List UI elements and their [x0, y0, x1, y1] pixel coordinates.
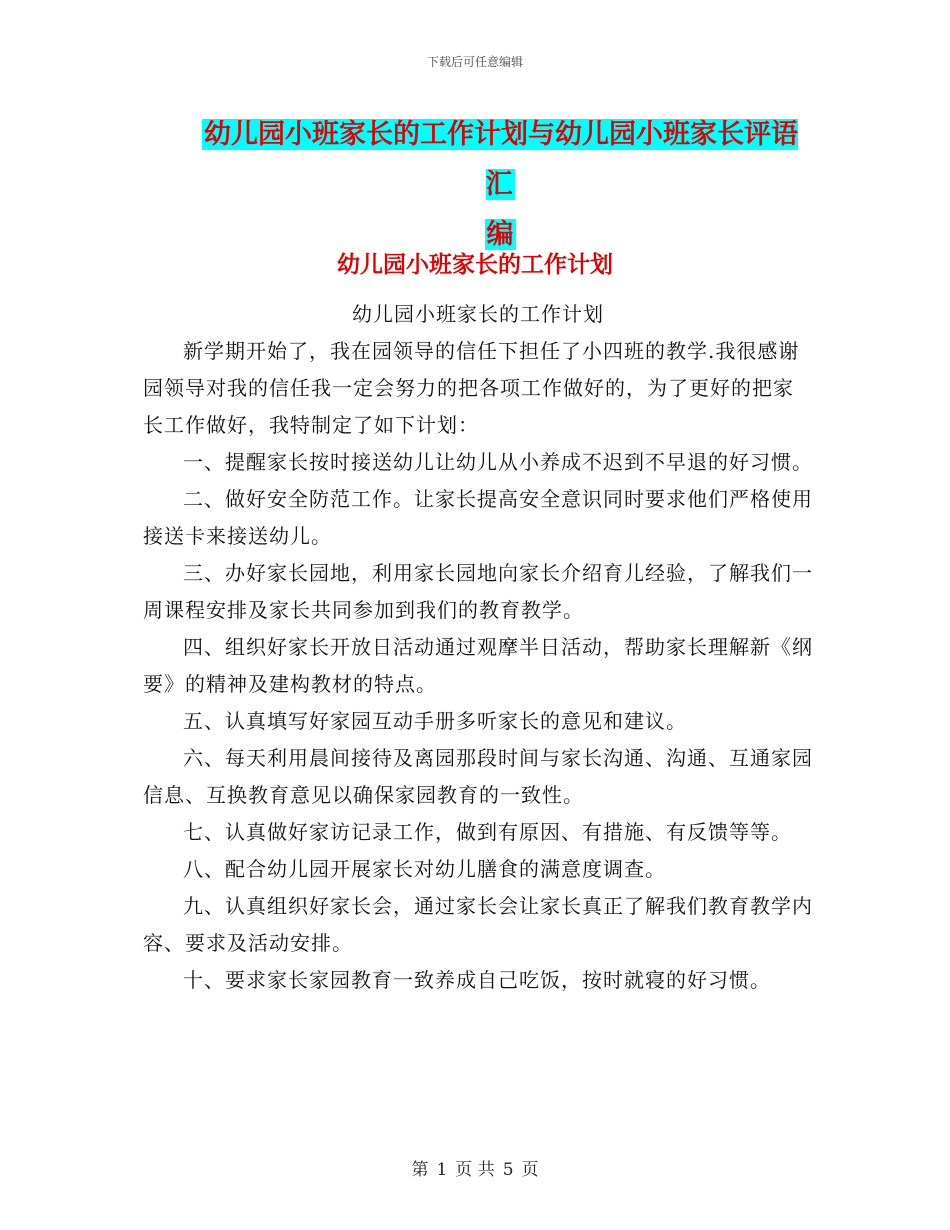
paragraph-intro: 新学期开始了，我在园领导的信任下担任了小四班的教学.我很感谢园领导对我的信任我一定会努力的把各项工作做好的，为了更好的把家长工作做好，我特制定了如下计划：: [143, 339, 800, 437]
section-title: 幼儿园小班家长的工作计划: [337, 252, 613, 278]
document-title: [190, 110, 810, 260]
paragraph-item-4: 四、组织好家长开放日活动通过观摩半日活动，帮助家长理解新《纲要》的精神及建构教材的特点。: [143, 635, 813, 696]
total-pages-number: 5: [502, 1160, 514, 1180]
footer-mid: 页 共: [455, 1160, 495, 1180]
header-note: 下载后可任意编辑: [426, 55, 523, 69]
footer-prefix: 第: [411, 1160, 429, 1180]
paragraph-item-2: 二、做好安全防范工作。让家长提高安全意识同时要求他们严格使用接送卡来接送幼儿。: [143, 487, 813, 548]
paragraph-item-3: 三、办好家长园地，利用家长园地向家长介绍育儿经验，了解我们一周课程安排及家长共同参加到我们的教育教学。: [143, 561, 813, 622]
title-line-2: 编: [486, 219, 514, 250]
footer-suffix: 页: [521, 1160, 539, 1180]
page-footer: [0, 1155, 950, 1180]
paragraph-item-9: 九、认真组织好家长会，通过家长会让家长真正了解我们教育教学内容、要求及活动安排。: [143, 894, 813, 955]
current-page-number: 1: [436, 1160, 448, 1180]
paragraph-item-1: 一、提醒家长按时接送幼儿让幼儿从小养成不迟到不早退的好习惯。: [183, 450, 813, 474]
paragraph-item-7: 七、认真做好家访记录工作，做到有原因、有措施、有反馈等等。: [183, 820, 792, 844]
title-line-1: 幼儿园小班家长的工作计划与幼儿园小班家长评语汇: [204, 119, 798, 200]
document-body: [143, 296, 813, 999]
paragraph-item-5: 五、认真填写好家园互动手册多听家长的意见和建议。: [183, 709, 687, 733]
paragraph-item-8: 八、配合幼儿园开展家长对幼儿膳食的满意度调查。: [183, 857, 666, 881]
subtitle: 幼儿园小班家长的工作计划: [352, 302, 604, 326]
paragraph-item-6: 六、每天利用晨间接待及离园那段时间与家长沟通、沟通、互通家园信息、互换教育意见以确保家园教育的一致性。: [143, 746, 813, 807]
paragraph-item-10: 十、要求家长家园教育一致养成自己吃饭，按时就寝的好习惯。: [183, 968, 771, 992]
